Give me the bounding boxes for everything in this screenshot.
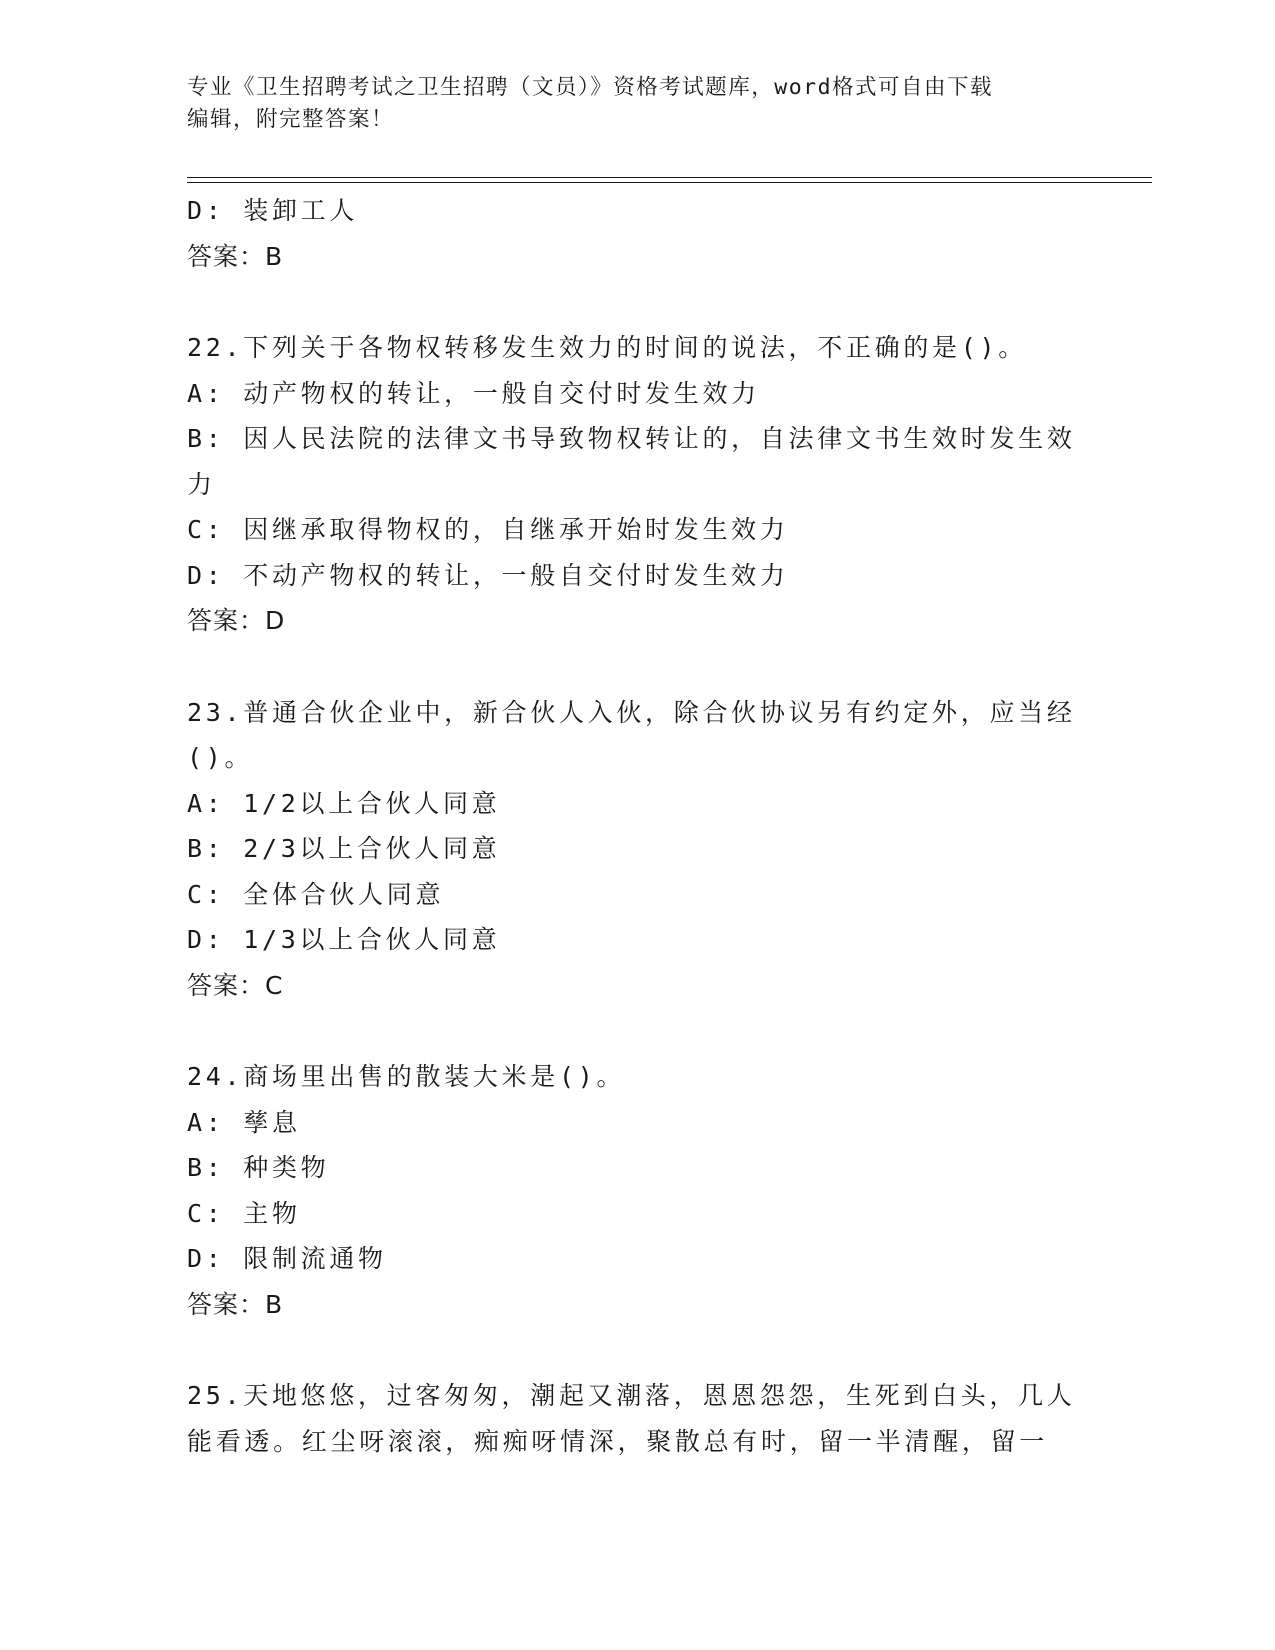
question-22-option-b: B: 因人民法院的法律文书导致物权转让的，自法律文书生效时发生效 bbox=[187, 424, 1076, 453]
previous-question-option-d: D: 装卸工人 bbox=[187, 196, 359, 225]
question-25-stem: 25.天地悠悠，过客匆匆，潮起又潮落，恩恩怨怨，生死到白头，几人 bbox=[187, 1381, 1076, 1410]
question-24-option-a: A: 孳息 bbox=[187, 1107, 301, 1137]
document-header bbox=[187, 72, 1067, 136]
question-list bbox=[187, 188, 1077, 1464]
question-24-option-b: B: 种类物 bbox=[187, 1153, 330, 1182]
spacer bbox=[187, 1327, 1077, 1373]
question-23-stem-continued: ()。 bbox=[187, 743, 254, 772]
spacer bbox=[187, 279, 1077, 325]
header-divider-top bbox=[187, 177, 1152, 178]
question-23-option-d: D: 1/3以上合伙人同意 bbox=[187, 925, 501, 954]
question-22-option-b-continued: 力 bbox=[187, 469, 216, 499]
question-22-option-a: A: 动产物权的转让，一般自交付时发生效力 bbox=[187, 378, 760, 408]
question-24-option-c: C: 主物 bbox=[187, 1198, 301, 1228]
question-22 bbox=[187, 325, 1077, 644]
question-25 bbox=[187, 1373, 1077, 1464]
question-23-answer: 答案：C bbox=[187, 970, 284, 1000]
spacer bbox=[187, 1008, 1077, 1054]
question-22-option-d: D: 不动产物权的转让，一般自交付时发生效力 bbox=[187, 560, 789, 590]
spacer bbox=[187, 644, 1077, 690]
question-22-option-c: C: 因继承取得物权的，自继承开始时发生效力 bbox=[187, 515, 789, 544]
header-title-line-2: 编辑，附完整答案！ bbox=[187, 107, 395, 132]
question-22-stem: 22.下列关于各物权转移发生效力的时间的说法，不正确的是()。 bbox=[187, 333, 1027, 362]
question-23-option-b: B: 2/3以上合伙人同意 bbox=[187, 834, 501, 863]
question-23 bbox=[187, 690, 1077, 1009]
question-24-stem: 24.商场里出售的散装大米是()。 bbox=[187, 1062, 626, 1091]
question-24-answer: 答案：B bbox=[187, 1289, 284, 1319]
question-24-option-d: D: 限制流通物 bbox=[187, 1244, 387, 1273]
question-25-stem-continued: 能看透。红尘呀滚滚，痴痴呀情深，聚散总有时，留一半清醒，留一 bbox=[187, 1426, 1049, 1456]
question-22-answer: 答案：D bbox=[187, 606, 286, 635]
header-title-line-1: 专业《卫生招聘考试之卫生招聘（文员）》资格考试题库，word格式可自由下载 bbox=[187, 75, 994, 100]
question-23-option-c: C: 全体合伙人同意 bbox=[187, 879, 445, 909]
header-divider-bottom bbox=[187, 182, 1152, 183]
question-23-stem: 23.普通合伙企业中，新合伙人入伙，除合伙协议另有约定外，应当经 bbox=[187, 697, 1076, 727]
question-24 bbox=[187, 1054, 1077, 1327]
previous-question-answer: 答案：B bbox=[187, 241, 284, 271]
question-23-option-a: A: 1/2以上合伙人同意 bbox=[187, 788, 501, 818]
